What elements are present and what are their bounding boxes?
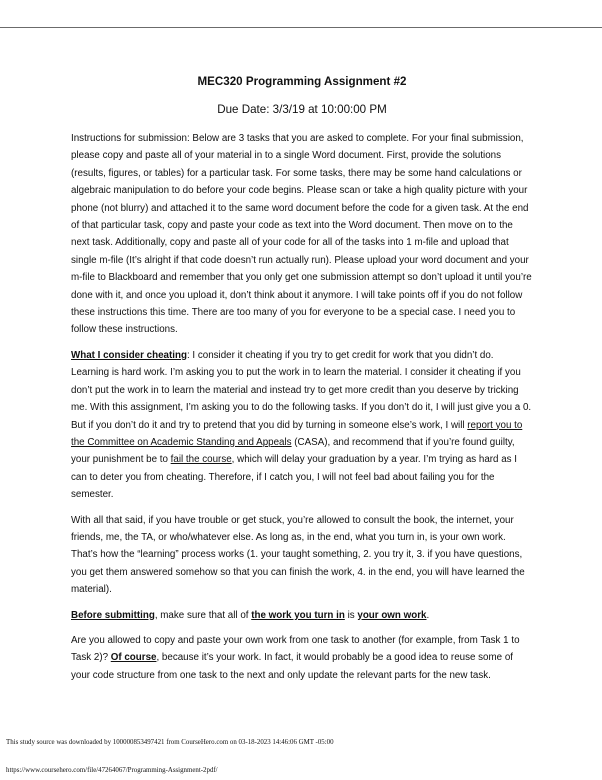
url-footer[interactable]: https://www.coursehero.com/file/47264067/Programming-Assignment-2pdf/ <box>6 767 218 774</box>
before-submitting-heading: Before submitting <box>71 609 155 621</box>
cheating-text-1: : I consider it cheating if you try to get credit for work that you didn’t do. Learning is hard work. I’m asking you to put the work in to learn the material. I consider it cheating if you don’t put the work in to learn the material and instead try to get more credit than you deserve by tricking me. With this assignment, I’m asking you to do the following tasks. If you don’t do it, I will just give you a 0. But if you don’t do it and try to pretend that you did by turning in someone else’s work, I will <box>71 349 532 431</box>
due-date: Due Date: 3/3/19 at 10:00:00 PM <box>217 103 387 116</box>
document-title: MEC320 Programming Assignment #2 <box>197 75 407 88</box>
reuse-text-1: Are you allowed to copy and paste your own work from one task to another (for example, from Task 1 to Task 2)? <box>71 634 520 664</box>
before-submitting-text-3: . <box>426 609 430 621</box>
work-you-turn-in: the work you turn in <box>251 609 345 621</box>
cheating-text-3: , which will delay your graduation by a year. I’m trying as hard as I can to deter you from cheating. Therefore, if I catch you, I will not feel bad about failing you for the semester. <box>71 454 518 501</box>
casa-reference: report you to the Committee on Academic Standing and Appeals <box>71 419 523 448</box>
stuck-paragraph: With all that said, if you have trouble or get stuck, you’re allowed to consult the book, the internet, your friends, me, the TA, or who/whatever else. As long as, in the end, what you turn in, is your own work. That’s how the “learning” process works (1. your taught something, 2. you try it, 3. if you have questions, you get them answered somehow so that you can finish the work, 4. in the end, you will have learned the material). <box>71 514 525 596</box>
of-course-emphasis: Of course <box>110 652 157 664</box>
before-submitting-paragraph <box>71 607 533 624</box>
cheating-paragraph <box>71 347 533 504</box>
reuse-paragraph <box>71 632 533 684</box>
instructions-paragraph: Instructions for submission: Below are 3 tasks that you are asked to complete. For your final submission, please copy and paste all of your material in to a single Word document. First, provide the solutions (results, figures, or tables) for a particular task. For some tasks, there may be some hand calculations or algebraic manipulation to do before your code begins. Please scan or take a high quality picture with your phone (not blurry) and attached it to the same word document before the code for a given task. At the end of that particular task, copy and paste your code as text into the Word document. Then move on to the next task. Additionally, copy and paste all of your code for all of the tasks into 1 m-file and upload that single m-file (It’s alright if that code doesn’t run actually run). Please upload your word document and your m-file to Blackboard and remember that you only get one submission attempt so don’t upload it until you’re done with it, and once you upload it, don’t think about it anymore. I will take points off if you do not follow these instructions this time. There are too many of you for everyone to be a special case. I need you to follow these instructions. <box>71 133 532 336</box>
header-divider <box>0 27 602 28</box>
before-submitting-text-1: , make sure that all of <box>154 609 252 621</box>
document-page <box>71 74 533 692</box>
your-own-work: your own work <box>357 609 427 621</box>
fail-course-reference: fail the course <box>170 454 232 466</box>
reuse-text-2: , because it’s your work. In fact, it would probably be a good idea to reuse some of your code structure from one task to the next and only update the relevant parts for the new task. <box>71 652 514 681</box>
cheating-heading: What I consider cheating <box>71 349 187 361</box>
before-submitting-text-2: is <box>344 609 358 621</box>
cheating-text-2: (CASA), and recommend that if you’re found guilty, your punishment be to <box>71 436 515 466</box>
source-footer: This study source was downloaded by 100000853497421 from CourseHero.com on 03-18-2023 14:46:06 GMT -05:00 <box>6 739 334 746</box>
